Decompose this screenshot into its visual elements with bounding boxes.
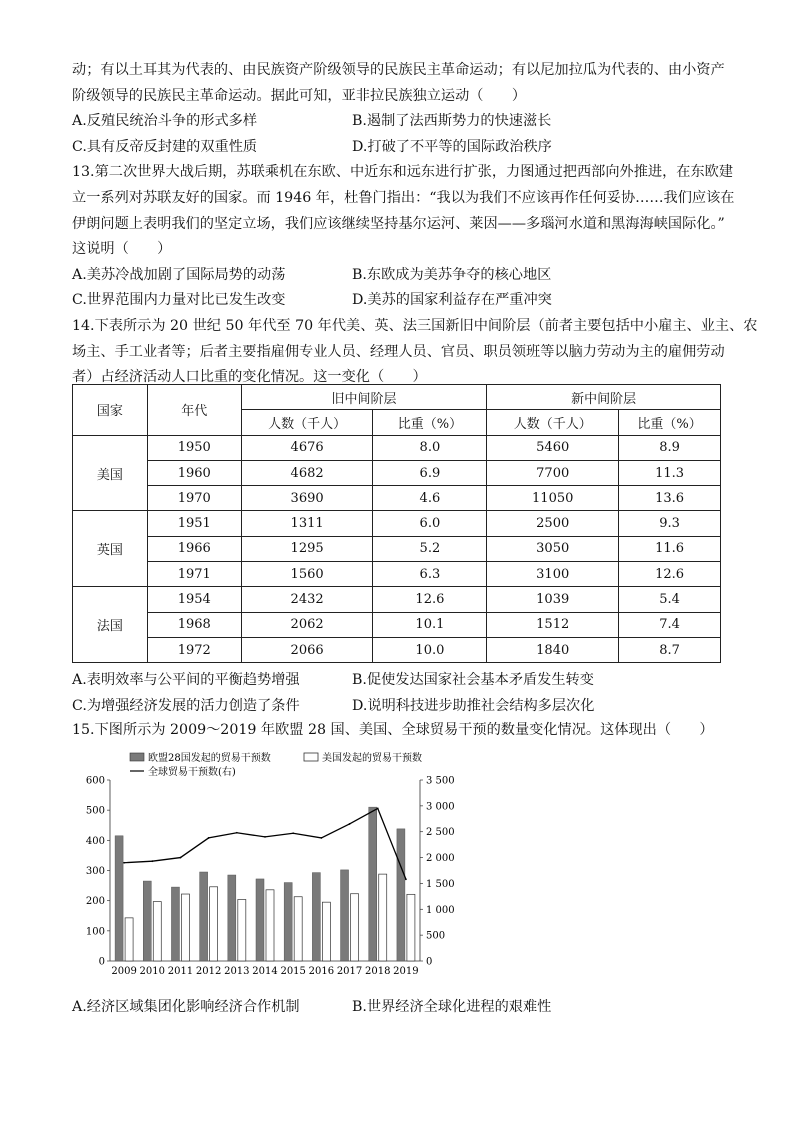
bar-us xyxy=(379,874,387,961)
q13-option-c[interactable]: C.世界范围内力量对比已发生改变 xyxy=(72,292,286,309)
old-people-cell: 2066 xyxy=(241,637,373,662)
q14-line1: 14.下表所示为 20 世纪 50 年代至 70 年代美、英、法三国新旧中间阶层（前者主要包括中小雇主、业主、农 xyxy=(72,317,758,334)
old-people-cell: 4676 xyxy=(241,435,373,460)
y-left-tick-label: 200 xyxy=(85,896,105,908)
new-ratio-cell: 5.4 xyxy=(619,587,721,612)
bar-us xyxy=(181,894,189,961)
q14-options-row2 xyxy=(72,694,732,720)
bar-eu xyxy=(171,887,179,961)
q15-options xyxy=(72,995,732,1021)
bar-eu xyxy=(200,872,208,961)
old-ratio-cell: 12.6 xyxy=(373,587,487,612)
table-row xyxy=(73,587,721,612)
country-cell: 英国 xyxy=(73,511,148,587)
q14-options xyxy=(72,668,732,719)
q15-option-a[interactable]: A.经济区域集团化影响经济合作机制 xyxy=(72,999,300,1015)
new-ratio-cell: 13.6 xyxy=(619,486,721,511)
y-left-tick-label: 600 xyxy=(85,775,105,787)
q14-option-c[interactable]: C.为增强经济发展的活力创造了条件 xyxy=(72,697,300,714)
bar-eu xyxy=(228,875,236,961)
q13-line4: 这说明（ ） xyxy=(72,241,172,258)
header-new-ratio: 比重（%） xyxy=(619,410,721,435)
x-tick-label: 2012 xyxy=(195,966,222,977)
old-ratio-cell: 10.0 xyxy=(373,637,487,662)
bar-eu xyxy=(284,883,292,961)
old-people-cell: 4682 xyxy=(241,460,373,485)
q12-option-b[interactable]: B.遏制了法西斯势力的快速滋长 xyxy=(352,113,552,130)
point-global xyxy=(208,837,210,839)
year-cell: 1950 xyxy=(147,435,241,460)
bar-us xyxy=(351,894,359,961)
old-people-cell: 2432 xyxy=(241,587,373,612)
q15-chart xyxy=(72,750,492,990)
y-right-tick-label: 0 xyxy=(426,956,433,968)
q14-line2: 场主、手工业者等；后者主要指雇佣专业人员、经理人员、官员、职员领班等以脑力劳动为主的雇佣劳动 xyxy=(72,343,725,360)
q13-line2: 立一系列对苏联友好的国家。而 1946 年，杜鲁门指出：“我以为我们不应该再作任何妥协……我们应该在 xyxy=(72,189,735,206)
new-people-cell: 7700 xyxy=(487,460,619,485)
old-ratio-cell: 5.2 xyxy=(373,536,487,561)
x-tick-label: 2017 xyxy=(336,966,363,977)
q12-option-d[interactable]: D.打破了不平等的国际政治秩序 xyxy=(352,138,552,155)
header-new-people: 人数（千人） xyxy=(487,410,619,435)
q13-option-a[interactable]: A.美苏冷战加剧了国际局势的动荡 xyxy=(72,266,286,283)
header-old-ratio: 比重（%） xyxy=(373,410,487,435)
header-new-middle-class: 新中间阶层 xyxy=(487,385,721,410)
q14-options-row1 xyxy=(72,668,732,694)
point-global xyxy=(151,860,153,862)
legend-swatch-eu xyxy=(130,753,144,761)
old-ratio-cell: 10.1 xyxy=(373,612,487,637)
bar-eu xyxy=(143,881,151,961)
q15-option-b[interactable]: B.世界经济全球化进程的艰难性 xyxy=(352,999,552,1015)
bar-us xyxy=(322,902,330,961)
q14-option-b[interactable]: B.促使发达国家社会基本矛盾发生转变 xyxy=(352,672,594,688)
q13-line3: 伊朗问题上表明我们的坚定立场，我们应该继续坚持基尔运河、莱因——多瑙河水道和黑海海峡国际化。” xyxy=(72,215,725,232)
q12-line1: 动；有以土耳其为代表的、由民族资产阶级领导的民族民主革命运动；有以尼加拉瓜为代表的、由小资产 xyxy=(72,62,725,78)
point-global xyxy=(405,878,407,880)
q13-line1: 13.第二次世界大战后期，苏联乘机在东欧、中近东和远东进行扩张，力图通过把西部向外推进，在东欧建 xyxy=(72,164,734,181)
old-ratio-cell: 4.6 xyxy=(373,486,487,511)
new-people-cell: 1840 xyxy=(487,637,619,662)
new-ratio-cell: 7.4 xyxy=(619,612,721,637)
legend-label-eu: 欧盟28国发起的贸易干预数 xyxy=(148,753,271,764)
bar-us xyxy=(210,887,218,961)
new-ratio-cell: 9.3 xyxy=(619,511,721,536)
bar-us xyxy=(238,899,246,961)
x-tick-label: 2016 xyxy=(308,966,335,977)
q12-line2: 阶级领导的民族民主革命运动。据此可知，亚非拉民族独立运动（ ） xyxy=(72,87,527,104)
table-row xyxy=(73,637,721,662)
new-ratio-cell: 8.7 xyxy=(619,637,721,662)
year-cell: 1971 xyxy=(147,562,241,587)
q15-options-row1 xyxy=(72,995,732,1021)
old-people-cell: 3690 xyxy=(241,486,373,511)
table-row xyxy=(73,511,721,536)
q14-line3: 者）占经济活动人口比重的变化情况。这一变化（ ） xyxy=(72,369,427,386)
year-cell: 1970 xyxy=(147,486,241,511)
new-people-cell: 1512 xyxy=(487,612,619,637)
trade-intervention-chart xyxy=(72,750,492,990)
q13-option-b[interactable]: B.东欧成为美苏争夺的核心地区 xyxy=(352,266,552,283)
q13-options-row2 xyxy=(72,288,732,314)
year-cell: 1966 xyxy=(147,536,241,561)
new-ratio-cell: 11.6 xyxy=(619,536,721,561)
old-ratio-cell: 8.0 xyxy=(373,435,487,460)
table-row xyxy=(73,460,721,485)
country-cell: 美国 xyxy=(73,435,148,511)
new-people-cell: 3050 xyxy=(487,536,619,561)
country-cell: 法国 xyxy=(73,587,148,663)
y-left-tick-label: 500 xyxy=(85,805,105,817)
q13-option-d[interactable]: D.美苏的国家利益存在严重冲突 xyxy=(352,292,552,309)
y-left-tick-label: 100 xyxy=(85,926,105,938)
x-tick-label: 2013 xyxy=(224,966,250,977)
y-left-tick-label: 300 xyxy=(85,866,105,877)
header-year: 年代 xyxy=(147,385,241,436)
year-cell: 1954 xyxy=(147,587,241,612)
year-cell: 1951 xyxy=(147,511,241,536)
q12-options-row1 xyxy=(72,109,732,135)
y-right-tick-label: 2 500 xyxy=(426,827,455,839)
year-cell: 1968 xyxy=(147,612,241,637)
legend-swatch-us xyxy=(304,753,318,761)
old-ratio-cell: 6.0 xyxy=(373,511,487,536)
x-tick-label: 2011 xyxy=(167,966,194,977)
new-people-cell: 5460 xyxy=(487,435,619,460)
bar-us xyxy=(266,890,274,961)
q14-option-a[interactable]: A.表明效率与公平间的平衡趋势增强 xyxy=(72,672,300,688)
q15-line1: 15.下图所示为 2009～2019 年欧盟 28 国、美国、全球贸易干预的数量变化情况。这体现出（ ） xyxy=(72,722,714,738)
bar-eu xyxy=(115,836,123,961)
bar-us xyxy=(125,918,133,961)
point-global xyxy=(349,823,351,825)
q12-options-row2 xyxy=(72,135,732,161)
exam-page xyxy=(72,58,758,391)
y-right-tick-label: 2 000 xyxy=(426,853,455,865)
x-tick-label: 2019 xyxy=(393,966,419,977)
new-people-cell: 11050 xyxy=(487,486,619,511)
y-right-tick-label: 1 000 xyxy=(426,904,455,916)
bar-eu xyxy=(397,829,405,961)
x-tick-label: 2015 xyxy=(280,966,306,977)
header-old-people: 人数（千人） xyxy=(241,410,373,435)
bar-us xyxy=(407,894,415,961)
table-row xyxy=(73,562,721,587)
bar-eu xyxy=(256,879,264,961)
y-right-tick-label: 1 500 xyxy=(426,878,455,890)
q14-option-d[interactable]: D.说明科技进步助推社会结构多层次化 xyxy=(352,697,595,714)
point-global xyxy=(264,836,266,838)
q14-table xyxy=(72,384,721,663)
table-header-row1 xyxy=(73,385,721,410)
line-global xyxy=(124,808,406,879)
q13-options-row1 xyxy=(72,263,732,289)
year-cell: 1972 xyxy=(147,637,241,662)
header-country: 国家 xyxy=(73,385,148,436)
old-people-cell: 2062 xyxy=(241,612,373,637)
x-tick-label: 2010 xyxy=(139,966,165,977)
old-people-cell: 1311 xyxy=(241,511,373,536)
bar-eu xyxy=(312,873,320,961)
bar-us xyxy=(294,897,302,961)
point-global xyxy=(236,832,238,834)
point-global xyxy=(123,862,125,864)
q12-option-a[interactable]: A.反殖民统治斗争的形式多样 xyxy=(72,113,258,130)
old-people-cell: 1560 xyxy=(241,562,373,587)
y-right-tick-label: 3 500 xyxy=(426,775,455,787)
new-people-cell: 1039 xyxy=(487,587,619,612)
table-row xyxy=(73,486,721,511)
point-global xyxy=(180,857,182,859)
bar-eu xyxy=(369,807,377,961)
legend-label-us: 美国发起的贸易干预数 xyxy=(322,753,422,764)
bar-eu xyxy=(341,870,349,961)
x-tick-label: 2009 xyxy=(111,966,137,977)
table-row xyxy=(73,435,721,460)
table-row xyxy=(73,612,721,637)
header-old-middle-class: 旧中间阶层 xyxy=(241,385,487,410)
table-row xyxy=(73,536,721,561)
x-tick-label: 2014 xyxy=(252,966,278,977)
old-people-cell: 1295 xyxy=(241,536,373,561)
bar-us xyxy=(153,902,161,961)
new-ratio-cell: 12.6 xyxy=(619,562,721,587)
old-ratio-cell: 6.3 xyxy=(373,562,487,587)
y-left-tick-label: 0 xyxy=(98,956,105,968)
q12-option-c[interactable]: C.具有反帝反封建的双重性质 xyxy=(72,138,258,155)
y-right-tick-label: 500 xyxy=(426,930,446,942)
legend-label-global: 全球贸易干预数(右) xyxy=(148,767,236,778)
x-tick-label: 2018 xyxy=(365,966,391,977)
y-right-tick-label: 3 000 xyxy=(426,801,455,813)
new-ratio-cell: 8.9 xyxy=(619,435,721,460)
year-cell: 1960 xyxy=(147,460,241,485)
new-people-cell: 2500 xyxy=(487,511,619,536)
point-global xyxy=(320,837,322,839)
point-global xyxy=(377,808,379,810)
new-ratio-cell: 11.3 xyxy=(619,460,721,485)
y-left-tick-label: 400 xyxy=(85,835,105,847)
old-ratio-cell: 6.9 xyxy=(373,460,487,485)
point-global xyxy=(292,832,294,834)
new-people-cell: 3100 xyxy=(487,562,619,587)
